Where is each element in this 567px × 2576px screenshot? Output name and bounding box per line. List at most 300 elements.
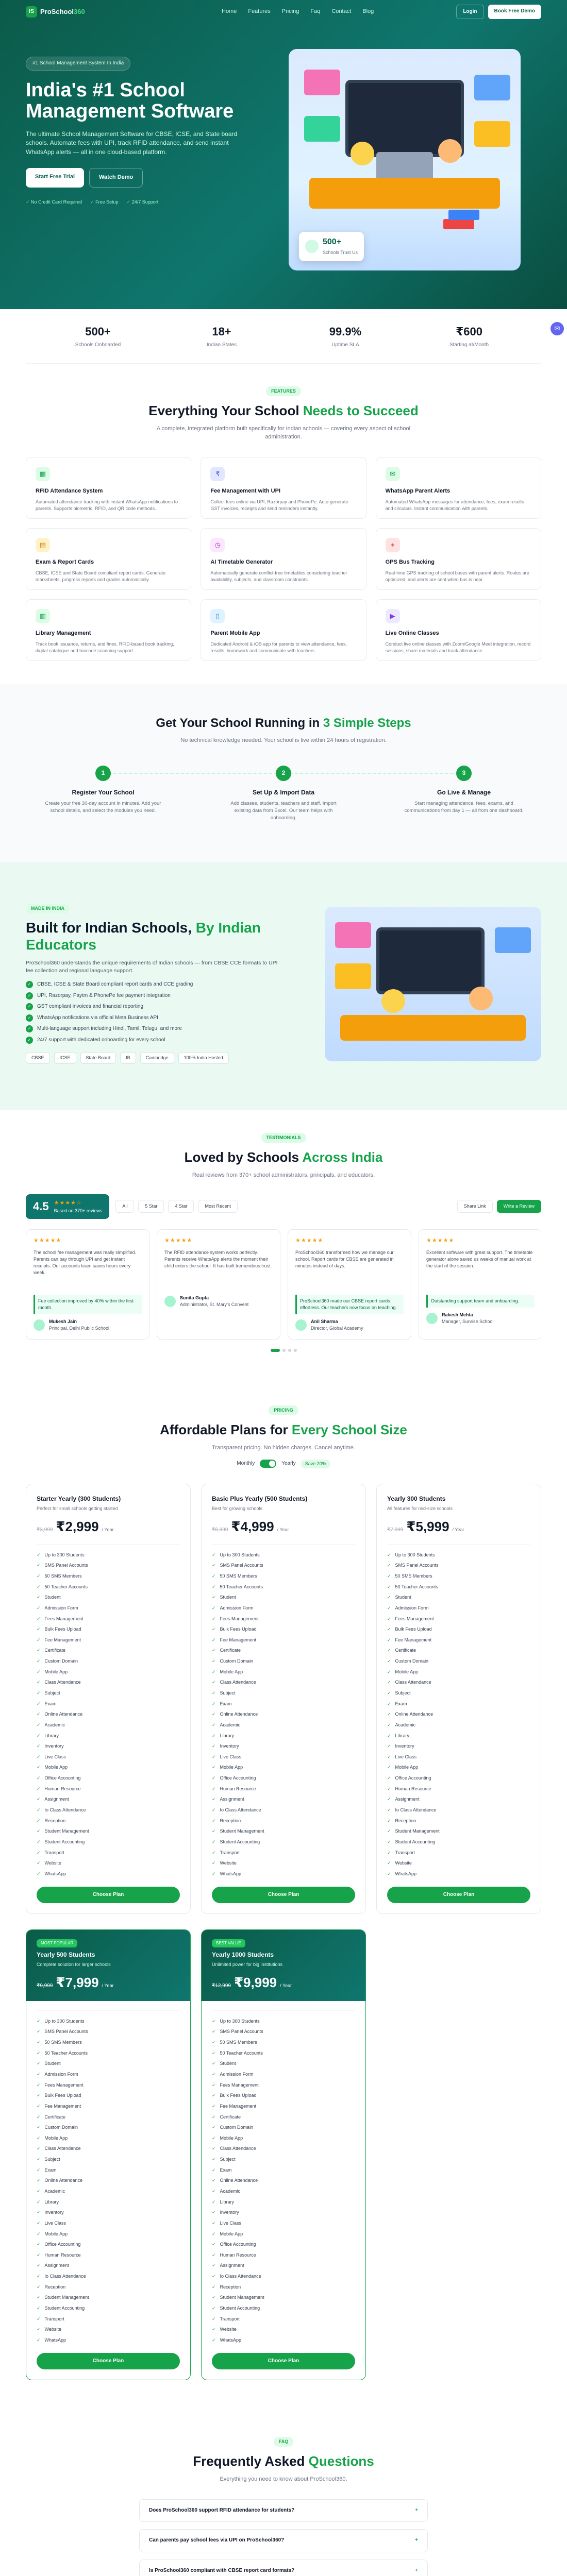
student-illustration xyxy=(381,989,405,1013)
plan-feature: ✓ 50 SMS Members xyxy=(387,1571,530,1582)
billing-switch[interactable] xyxy=(260,1460,276,1468)
india-point: ✓ 24/7 support with dedicated onboarding for every school xyxy=(26,1037,284,1044)
testimonial-author xyxy=(164,1295,273,1308)
feature-card[interactable] xyxy=(201,457,366,519)
plan-feature: ✓ Class Attendance xyxy=(212,1677,355,1688)
star-icon: ★★★★★ xyxy=(426,1237,455,1244)
plan-feature: ✓ Bulk Fees Upload xyxy=(37,1624,180,1635)
plan-feature: ✓ Bulk Fees Upload xyxy=(37,2090,180,2101)
card-illustration xyxy=(495,927,531,953)
old-price: ₹7,999 xyxy=(387,1527,404,1533)
feature-description: Conduct live online classes with Zoom/Google Meet integration, record sessions, share materials and track attendance. xyxy=(385,641,531,653)
filter-4-star[interactable]: 4 Star xyxy=(168,1200,194,1213)
stat-item: ₹600 Starting at/Month xyxy=(449,325,489,348)
plan-feature: ✓ Human Resource xyxy=(37,2250,180,2261)
menu-item-blog[interactable]: Blog xyxy=(362,8,374,15)
feature-title: Library Management xyxy=(36,630,91,636)
hero-check: ✓ 24/7 Support xyxy=(127,199,159,206)
plan-feature: ✓ Office Accounting xyxy=(37,1773,180,1784)
plan-feature: ✓ Admission Form xyxy=(212,1603,355,1614)
feature-description: Track book issuance, returns, and fines. RFID-based book tracking, digital catalogue and barcode scanning support. xyxy=(36,641,174,653)
billing-toggle xyxy=(26,1460,541,1468)
plan-feature: ✓ Academic xyxy=(37,1720,180,1731)
plan-feature: ✓ Live Class xyxy=(212,1752,355,1762)
plan-feature: ✓ WhatsApp xyxy=(387,1869,530,1879)
testimonial-quote: The RFID attendance system works perfectly. Parents receive WhatsApp alerts the moment their child enters the school. It has built tremendous trust. xyxy=(164,1249,272,1268)
pricing-subtitle: Transparent pricing. No hidden charges. Cancel anytime. xyxy=(212,1444,355,1451)
plan-feature: ✓ 50 Teacher Accounts xyxy=(212,1582,355,1592)
chat-icon[interactable]: ✉ xyxy=(551,322,564,335)
main-menu xyxy=(139,8,456,16)
plan-feature: ✓ Assignment xyxy=(212,2261,355,2272)
plan-feature: ✓ 50 SMS Members xyxy=(212,1571,355,1582)
feature-card[interactable] xyxy=(26,599,191,661)
plan-grid xyxy=(26,1484,541,1914)
plan-feature: ✓ Transport xyxy=(212,2314,355,2325)
plan-feature: ✓ Fee Management xyxy=(37,1635,180,1646)
plan-feature: ✓ SMS Panel Accounts xyxy=(37,1561,180,1571)
menu-item-contact[interactable]: Contact xyxy=(331,8,352,15)
card-illustration xyxy=(474,75,510,100)
plan-feature: ✓ Student Management xyxy=(212,1826,355,1837)
plan-feature: ✓ Reception xyxy=(212,2282,355,2293)
plan-name: Starter Yearly (300 Students) xyxy=(37,1495,121,1502)
plan-feature: ✓ Mobile App xyxy=(37,1667,180,1677)
hero-description: The ultimate School Management Software for CBSE, ICSE, and State board schools. Automate fees with UPI, track RFID attendance, and send instant WhatsApp alerts — all in one cloud-based platform. xyxy=(26,130,238,156)
feature-card[interactable] xyxy=(26,528,191,590)
plan-feature: ✓ Website xyxy=(37,1858,180,1869)
logo-text: ProSchool360 xyxy=(40,7,85,15)
pricing-plan xyxy=(376,1484,541,1914)
price-period: / Year xyxy=(280,1983,292,1989)
card-illustration xyxy=(474,121,510,147)
plan-feature: ✓ WhatsApp xyxy=(212,1869,355,1879)
plan-feature: ✓ Library xyxy=(37,1731,180,1741)
stat-item: 99.9% Uptime SLA xyxy=(329,325,362,348)
hero-illustration xyxy=(289,49,521,270)
section-tag: PRICING xyxy=(269,1405,298,1415)
plan-feature: ✓ Student Accounting xyxy=(37,2303,180,2314)
board-chip: CBSE xyxy=(26,1052,50,1064)
plan-feature: ✓ Certificate xyxy=(212,2112,355,2123)
stat-item: 500+ Schools Onboarded xyxy=(75,325,121,348)
plan-badge: BEST VALUE xyxy=(212,1939,245,1947)
feature-icon: ▤ xyxy=(36,538,50,552)
feature-icon: ▦ xyxy=(36,467,50,481)
feature-card[interactable] xyxy=(376,599,541,661)
feature-icon: ▯ xyxy=(210,609,225,623)
plan-feature: ✓ Student Management xyxy=(212,2293,355,2303)
plan-feature: ✓ Library xyxy=(212,1731,355,1741)
plan-feature: ✓ Certificate xyxy=(37,2112,180,2123)
plan-feature: ✓ Certificate xyxy=(37,1646,180,1656)
plan-feature: ✓ Website xyxy=(212,1858,355,1869)
plan-feature: ✓ Mobile App xyxy=(37,2229,180,2240)
faq-list xyxy=(139,2499,428,2576)
plan-feature: ✓ 50 Teacher Accounts xyxy=(387,1582,530,1592)
premium-plan-grid xyxy=(26,1929,541,2380)
author-role: Principal, Delhi Public School xyxy=(49,1325,110,1331)
plan-feature: ✓ 50 Teacher Accounts xyxy=(37,1582,180,1592)
faq-question: Does ProSchool360 support RFID attendance for students? xyxy=(149,2507,295,2513)
current-price: ₹9,999 xyxy=(234,1975,277,1991)
plan-feature: ✓ Custom Domain xyxy=(37,2122,180,2133)
board-chip: State Board xyxy=(80,1052,116,1064)
feature-description: Real-time GPS tracking of school buses with parent alerts. Routes are optimized, and alerts are sent when bus is near. xyxy=(385,570,529,582)
features-title: Everything Your School Needs to Succeed xyxy=(148,403,419,419)
feature-card[interactable] xyxy=(376,528,541,590)
plan-feature: ✓ Exam xyxy=(37,1699,180,1709)
plan-feature: ✓ Fee Management xyxy=(212,1635,355,1646)
plan-price xyxy=(37,1517,180,1537)
plan-feature: ✓ Certificate xyxy=(212,1646,355,1656)
monthly-label[interactable]: Monthly xyxy=(237,1460,255,1466)
plan-name: Yearly 1000 Students xyxy=(212,1951,274,1958)
plan-feature: ✓ Office Accounting xyxy=(387,1773,530,1784)
plan-feature: ✓ Up to 300 Students xyxy=(212,2016,355,2027)
plan-price xyxy=(212,1517,355,1537)
faq-item[interactable] xyxy=(139,2499,428,2522)
feature-title: Exam & Report Cards xyxy=(36,559,94,565)
plan-feature: ✓ SMS Panel Accounts xyxy=(37,2027,180,2038)
feature-icon: ⌖ xyxy=(386,538,400,552)
author-name: Sunita Gupta xyxy=(180,1295,209,1300)
plan-feature: ✓ Website xyxy=(212,2325,355,2335)
student-illustration xyxy=(438,139,462,163)
carousel-dot[interactable] xyxy=(294,1349,297,1352)
plan-feature: ✓ WhatsApp xyxy=(212,2335,355,2346)
step-description: Create your free 30-day account in minutes. Add your school details, and select the modules you need. xyxy=(45,801,161,814)
menu-item-pricing[interactable]: Pricing xyxy=(281,8,299,15)
book-illustration xyxy=(443,219,474,229)
plan-price xyxy=(212,1973,355,1993)
book-demo-button[interactable]: Book Free Demo xyxy=(488,5,541,20)
india-title: Built for Indian Schools, By Indian Educators xyxy=(26,920,261,953)
india-point: ✓ GST compliant invoices and financial reporting xyxy=(26,1003,284,1011)
plan-feature: ✓ Office Accounting xyxy=(212,2239,355,2250)
rating-summary: 4.5 ★★★★☆ Based on 370+ reviews xyxy=(26,1194,109,1219)
plan-feature: ✓ Up to 300 Students xyxy=(212,1550,355,1561)
faq-section xyxy=(0,2401,567,2576)
filter-5-star[interactable]: 5 Star xyxy=(138,1200,164,1213)
plan-feature: ✓ Class Attendance xyxy=(37,1677,180,1688)
plan-feature: ✓ Online Attendance xyxy=(212,1709,355,1720)
testimonials-subtitle: Real reviews from 370+ school administrators, principals, and educators. xyxy=(192,1172,375,1179)
plan-feature: ✓ Academic xyxy=(212,1720,355,1731)
choose-plan-button[interactable]: Choose Plan xyxy=(212,1887,355,1904)
plan-feature: ✓ Bulk Fees Upload xyxy=(387,1624,530,1635)
feature-title: Live Online Classes xyxy=(385,630,439,636)
author-name: Rakesh Mehta xyxy=(442,1312,473,1317)
step-item xyxy=(206,766,361,822)
step-number: 2 xyxy=(276,766,291,781)
testimonial-card xyxy=(288,1229,411,1340)
plan-feature: ✓ Mobile App xyxy=(212,2229,355,2240)
plan-feature: ✓ Student xyxy=(212,2059,355,2070)
feature-description: CBSE, ICSE and State Board compliant report cards. Generate marksheets, progress reports and grades automatically. xyxy=(36,570,166,582)
plan-feature: ✓ Inventory xyxy=(37,2207,180,2218)
plan-features xyxy=(212,1544,355,1879)
author-role: Administrator, St. Mary's Convent xyxy=(180,1301,249,1307)
start-trial-button[interactable]: Start Free Trial xyxy=(26,168,84,188)
plan-feature: ✓ Up to 300 Students xyxy=(37,2016,180,2027)
plan-feature: ✓ Live Class xyxy=(212,2218,355,2229)
steps-section xyxy=(0,684,567,862)
plan-feature: ✓ Assignment xyxy=(212,1794,355,1805)
plan-features xyxy=(212,2010,355,2346)
hero-section xyxy=(0,0,567,309)
feature-title: RFID Attendance System xyxy=(36,488,103,494)
author-role: Manager, Sunrise School xyxy=(442,1318,494,1324)
step-title: Register Your School xyxy=(72,788,135,796)
plan-features xyxy=(37,2010,180,2346)
testimonials-section xyxy=(0,1110,567,1375)
hero-check: ✓ No Credit Card Required xyxy=(26,199,82,206)
india-description: ProSchool360 understands the unique requirements of Indian schools — from CBSE CCE formats to UPI fee collection and regional language support. xyxy=(26,959,278,974)
write-review-button[interactable]: Write a Review xyxy=(497,1200,541,1213)
plan-description: All features for mid-size schools xyxy=(387,1506,453,1512)
carousel-dot[interactable] xyxy=(282,1349,286,1352)
faq-question: Is ProSchool360 compliant with CBSE report card formats? xyxy=(149,2567,295,2573)
plan-feature: ✓ Reception xyxy=(37,2282,180,2293)
faq-item[interactable] xyxy=(139,2560,428,2576)
pricing-title: Affordable Plans for Every School Size xyxy=(160,1422,407,1438)
plan-feature: ✓ 50 SMS Members xyxy=(37,2037,180,2048)
plan-feature: ✓ Custom Domain xyxy=(37,1656,180,1667)
plan-price xyxy=(37,1973,180,1993)
plan-feature: ✓ Student Management xyxy=(37,2293,180,2303)
plan-feature: ✓ Academic xyxy=(212,2186,355,2197)
choose-plan-button[interactable]: Choose Plan xyxy=(37,1887,180,1904)
plan-feature: ✓ Certificate xyxy=(387,1646,530,1656)
plan-feature: ✓ WhatsApp xyxy=(37,2335,180,2346)
menu-item-faq[interactable]: Faq xyxy=(310,8,321,15)
plan-feature: ✓ Library xyxy=(37,2197,180,2208)
board-chip: IB xyxy=(120,1052,136,1064)
plan-feature: ✓ Subject xyxy=(37,2154,180,2165)
features-subtitle: A complete, integrated platform built specifically for Indian schools — covering every aspect of school administration. xyxy=(156,426,411,440)
star-icon: ★★★★★ xyxy=(295,1237,324,1244)
avatar xyxy=(295,1319,307,1331)
plan-feature: ✓ Admission Form xyxy=(37,2069,180,2080)
feature-icon: ✉ xyxy=(386,467,400,481)
step-title: Set Up & Import Data xyxy=(252,788,314,796)
plan-feature: ✓ Io Class Attendance xyxy=(37,2271,180,2282)
carousel-dot[interactable] xyxy=(288,1349,291,1352)
plan-feature: ✓ Inventory xyxy=(212,2207,355,2218)
plan-feature: ✓ WhatsApp xyxy=(37,1869,180,1879)
plan-feature: ✓ Mobile App xyxy=(387,1667,530,1677)
feature-title: GPS Bus Tracking xyxy=(385,559,435,565)
current-price: ₹4,999 xyxy=(231,1519,274,1535)
plan-feature: ✓ Transport xyxy=(387,1848,530,1858)
testimonial-highlight: Fee collection improved by 40% within the first month. xyxy=(34,1295,142,1314)
avatar xyxy=(164,1296,176,1307)
logo[interactable] xyxy=(26,6,139,18)
testimonial-quote: ProSchool360 transformed how we manage our school. Report cards for CBSE are generated in minutes instead of days. xyxy=(295,1249,394,1268)
plan-feature: ✓ Exam xyxy=(387,1699,530,1709)
plan-feature: ✓ Class Attendance xyxy=(212,2144,355,2155)
yearly-label[interactable]: Yearly xyxy=(281,1460,296,1466)
testimonial-card xyxy=(26,1229,149,1340)
plan-feature: ✓ Fees Management xyxy=(37,2080,180,2091)
plan-feature: ✓ Admission Form xyxy=(212,2069,355,2080)
card-illustration xyxy=(335,922,371,948)
pricing-section xyxy=(0,1375,567,2401)
india-point: ✓ CBSE, ICSE & State Board compliant report cards and CCE grading xyxy=(26,981,284,989)
plan-feature: ✓ Reception xyxy=(387,1816,530,1826)
plan-feature: ✓ Student xyxy=(212,1592,355,1603)
plan-feature: ✓ Online Attendance xyxy=(387,1709,530,1720)
star-icon: ★★★★★ xyxy=(34,1237,62,1244)
plan-feature: ✓ Online Attendance xyxy=(37,2176,180,2187)
plan-feature: ✓ Student Management xyxy=(37,1826,180,1837)
feature-card[interactable] xyxy=(376,457,541,519)
plan-feature: ✓ Subject xyxy=(212,2154,355,2165)
plan-feature: ✓ Class Attendance xyxy=(37,2144,180,2155)
filter-recent[interactable]: Most Recent xyxy=(198,1200,238,1213)
faq-question: Can parents pay school fees via UPI on ProSchool360? xyxy=(149,2537,285,2544)
plan-feature: ✓ Student Accounting xyxy=(37,1837,180,1848)
plan-feature: ✓ Fees Management xyxy=(37,1614,180,1624)
plan-feature: ✓ Bulk Fees Upload xyxy=(212,1624,355,1635)
menu-item-features[interactable]: Features xyxy=(248,8,271,15)
plan-feature: ✓ Reception xyxy=(212,1816,355,1826)
feature-card[interactable] xyxy=(201,528,366,590)
feature-title: Fee Management with UPI xyxy=(210,488,281,494)
plan-feature: ✓ Human Resource xyxy=(212,2250,355,2261)
plan-feature: ✓ Io Class Attendance xyxy=(212,1805,355,1816)
old-price: ₹6,999 xyxy=(212,1527,228,1533)
section-tag: TESTIMONIALS xyxy=(261,1133,306,1143)
menu-item-home[interactable]: Home xyxy=(222,8,237,15)
testimonial-author xyxy=(295,1318,404,1332)
plan-feature: ✓ Inventory xyxy=(212,1741,355,1752)
carousel-dot[interactable] xyxy=(271,1349,280,1352)
feature-description: Automated attendance tracking with instant WhatsApp notifications to parents. Supports biometric, RFID, and QR code methods. xyxy=(36,499,178,511)
plan-features xyxy=(387,1544,530,1879)
plan-feature: ✓ Mobile App xyxy=(212,1762,355,1773)
author-name: Anil Sharma xyxy=(311,1318,338,1324)
plan-feature: ✓ 50 SMS Members xyxy=(212,2037,355,2048)
watch-demo-button[interactable]: Watch Demo xyxy=(89,168,143,188)
plan-feature: ✓ Student Accounting xyxy=(212,2303,355,2314)
steps-subtitle: No technical knowledge needed. Your school is live within 24 hours of registration. xyxy=(180,737,387,743)
plan-feature: ✓ Human Resource xyxy=(37,1784,180,1794)
plan-name: Yearly 500 Students xyxy=(37,1951,95,1958)
step-item xyxy=(387,766,541,822)
price-period: / Year xyxy=(277,1527,289,1533)
step-number: 1 xyxy=(95,766,111,781)
india-point: ✓ UPI, Razorpay, Paytm & PhonePe fee payment integration xyxy=(26,992,284,1000)
top-nav xyxy=(0,0,567,24)
old-price: ₹3,999 xyxy=(37,1527,53,1533)
price-period: / Year xyxy=(102,1527,114,1533)
avatar xyxy=(426,1313,438,1324)
old-price: ₹9,999 xyxy=(37,1983,53,1989)
plan-feature: ✓ Inventory xyxy=(387,1741,530,1752)
plan-feature: ✓ Inventory xyxy=(37,1741,180,1752)
choose-plan-button[interactable]: Choose Plan xyxy=(212,2353,355,2370)
faq-item[interactable] xyxy=(139,2529,428,2552)
testimonial-author xyxy=(34,1318,142,1332)
feature-title: Parent Mobile App xyxy=(210,630,260,636)
hero-pill: #1 School Management System In India xyxy=(26,57,130,71)
plan-feature: ✓ Transport xyxy=(212,1848,355,1858)
plan-feature: ✓ Exam xyxy=(212,1699,355,1709)
choose-plan-button[interactable]: Choose Plan xyxy=(37,2353,180,2370)
plan-features xyxy=(37,1544,180,1879)
plan-feature: ✓ Online Attendance xyxy=(212,2176,355,2187)
plan-feature: ✓ Library xyxy=(212,2197,355,2208)
stat-item: 18+ Indian States xyxy=(206,325,237,348)
testimonials-title: Loved by Schools Across India xyxy=(184,1149,383,1165)
plan-feature: ✓ Class Attendance xyxy=(387,1677,530,1688)
filter-all[interactable]: All xyxy=(115,1200,134,1213)
plan-feature: ✓ Mobile App xyxy=(387,1762,530,1773)
plan-price xyxy=(387,1517,530,1537)
plan-feature: ✓ SMS Panel Accounts xyxy=(212,1561,355,1571)
card-illustration xyxy=(304,116,340,142)
plan-feature: ✓ Fee Management xyxy=(212,2101,355,2112)
feature-icon: ▶ xyxy=(386,609,400,623)
save-badge: Save 20% xyxy=(301,1460,330,1468)
current-price: ₹5,999 xyxy=(406,1519,449,1535)
plan-feature: ✓ 50 SMS Members xyxy=(37,1571,180,1582)
step-number: 3 xyxy=(456,766,472,781)
choose-plan-button[interactable]: Choose Plan xyxy=(387,1887,530,1904)
plan-feature: ✓ Live Class xyxy=(37,2218,180,2229)
carousel-dots xyxy=(26,1349,541,1352)
author-role: Director, Global Academy xyxy=(311,1325,363,1331)
plan-feature: ✓ Assignment xyxy=(387,1794,530,1805)
hosting-note: 100% India Hosted xyxy=(178,1052,229,1064)
plan-feature: ✓ Custom Domain xyxy=(212,2122,355,2133)
plan-feature: ✓ Live Class xyxy=(37,1752,180,1762)
plan-feature: ✓ Academic xyxy=(387,1720,530,1731)
share-link-button[interactable]: Share Link xyxy=(457,1200,493,1213)
plan-feature: ✓ Student Accounting xyxy=(212,1837,355,1848)
feature-card[interactable] xyxy=(201,599,366,661)
plan-feature: ✓ Library xyxy=(387,1731,530,1741)
logo-icon: IS xyxy=(26,6,37,18)
board-chips xyxy=(26,1052,284,1064)
india-illustration xyxy=(325,907,541,1061)
hero-title: India's #1 School Management Software xyxy=(26,79,234,123)
plan-description: Perfect for small schools getting started xyxy=(37,1506,118,1512)
author-name: Mukesh Jain xyxy=(49,1318,77,1324)
plan-feature: ✓ Fees Management xyxy=(387,1614,530,1624)
desk-illustration xyxy=(309,178,500,209)
testimonial-quote: Excellent software with great support. The timetable generator alone saved us weeks of manual work at the start of the session. xyxy=(426,1249,533,1268)
card-illustration xyxy=(335,963,371,989)
login-button[interactable]: Login xyxy=(456,5,483,20)
step-title: Go Live & Manage xyxy=(437,788,491,796)
features-section xyxy=(0,364,567,684)
student-illustration xyxy=(351,142,374,165)
plan-feature: ✓ Human Resource xyxy=(212,1784,355,1794)
feature-card[interactable] xyxy=(26,457,191,519)
plan-feature: ✓ SMS Panel Accounts xyxy=(387,1561,530,1571)
hero-check: ✓ Free Setup xyxy=(90,199,119,206)
plan-feature: ✓ Live Class xyxy=(387,1752,530,1762)
price-period: / Year xyxy=(102,1983,114,1989)
plan-name: Basic Plus Yearly (500 Students) xyxy=(212,1495,308,1502)
board-chip: Cambridge xyxy=(140,1052,174,1064)
plan-feature: ✓ Student xyxy=(37,2059,180,2070)
testimonial-highlight: ProSchool360 made our CBSE report cards effortless. Our teachers now focus on teaching. xyxy=(295,1295,404,1314)
testimonial-card xyxy=(157,1229,280,1340)
